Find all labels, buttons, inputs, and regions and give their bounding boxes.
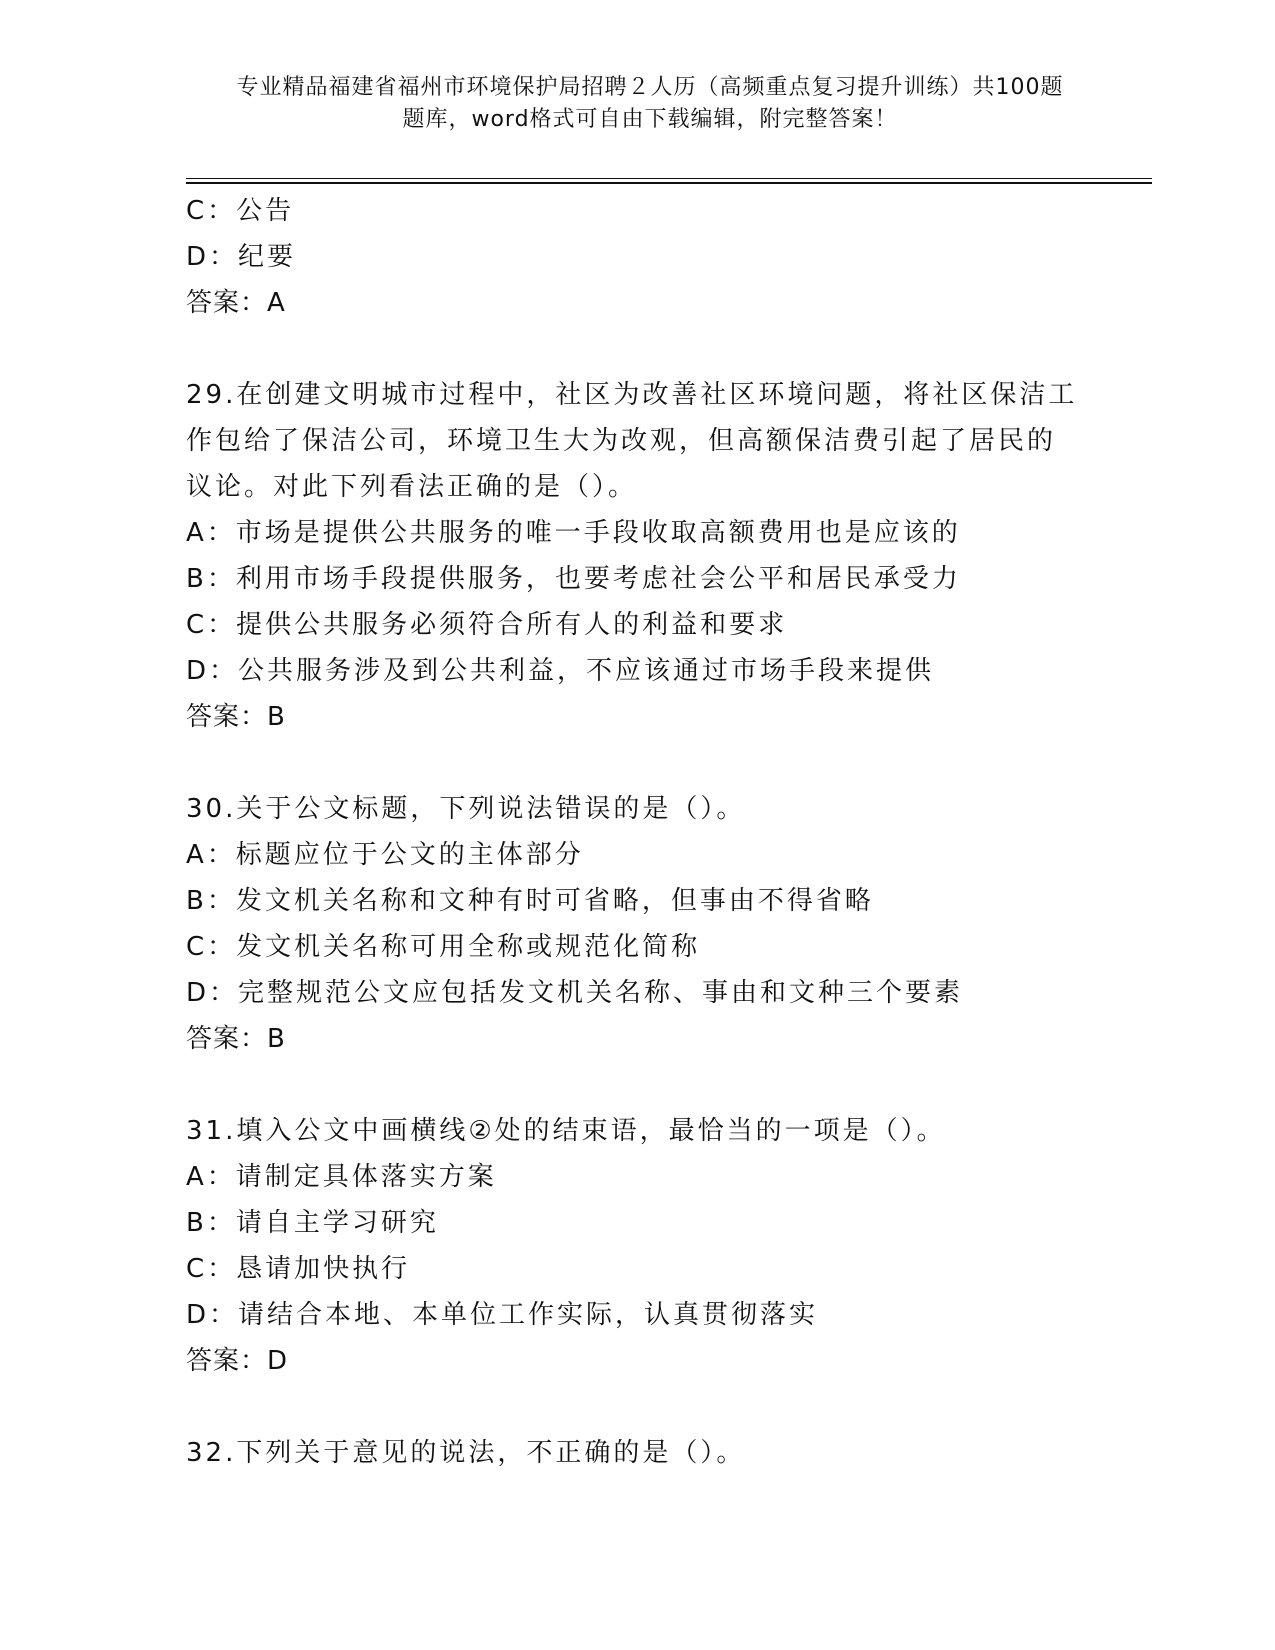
spacer (186, 1062, 1086, 1108)
question-stem: 29.在创建文明城市过程中，社区为改善社区环境问题，将社区保洁工 (186, 380, 1078, 410)
option-b: B：利用市场手段提供服务，也要考虑社会公平和居民承受力 (186, 564, 961, 594)
option-a: A：市场是提供公共服务的唯一手段收取高额费用也是应该的 (186, 518, 961, 548)
spacer (186, 1384, 1086, 1430)
question-stem: 32.下列关于意见的说法，不正确的是（）。 (186, 1438, 746, 1468)
option-c: C：恳请加快执行 (186, 1254, 411, 1284)
spacer (186, 740, 1086, 786)
option-d: D：纪要 (186, 242, 297, 272)
option-c: C：发文机关名称可用全称或规范化简称 (186, 932, 701, 962)
question-content (186, 188, 1086, 1476)
spacer (186, 326, 1086, 372)
answer-line: 答案：B (186, 1024, 286, 1054)
question-30 (186, 786, 1086, 1062)
question-stem: 议论。对此下列看法正确的是（）。 (186, 472, 638, 502)
header-title-line2: 题库，word格式可自由下载编辑，附完整答案！ (402, 107, 898, 132)
question-31 (186, 1108, 1086, 1384)
option-a: A：请制定具体落实方案 (186, 1162, 497, 1192)
answer-line: 答案：A (186, 288, 286, 318)
answer-line: 答案：D (186, 1346, 289, 1376)
question-stem: 作包给了保洁公司，环境卫生大为改观，但高额保洁费引起了居民的 (186, 426, 1057, 456)
header-divider-thin (186, 178, 1152, 179)
question-29 (186, 372, 1086, 740)
question-32 (186, 1430, 1086, 1476)
option-d: D：请结合本地、本单位工作实际，认真贯彻落实 (186, 1300, 819, 1330)
answer-line: 答案：B (186, 702, 286, 732)
option-b: B：请自主学习研究 (186, 1208, 439, 1238)
question-stem: 30.关于公文标题，下列说法错误的是（）。 (186, 794, 746, 824)
question-28-tail (186, 188, 1086, 326)
question-stem: 31.填入公文中画横线②处的结束语，最恰当的一项是（）。 (186, 1116, 946, 1146)
header-divider-thick (186, 182, 1152, 184)
option-d: D：完整规范公文应包括发文机关名称、事由和文种三个要素 (186, 978, 964, 1008)
option-d: D：公共服务涉及到公共利益，不应该通过市场手段来提供 (186, 656, 935, 686)
option-c: C：提供公共服务必须符合所有人的利益和要求 (186, 610, 788, 640)
option-a: A：标题应位于公文的主体部分 (186, 840, 584, 870)
header-title-line1: 专业精品福建省福州市环境保护局招聘２人历（高频重点复习提升训练）共100题 (236, 75, 1064, 100)
option-c: C：公告 (186, 196, 295, 226)
page-header (170, 72, 1130, 136)
option-b: B：发文机关名称和文种有时可省略，但事由不得省略 (186, 886, 874, 916)
